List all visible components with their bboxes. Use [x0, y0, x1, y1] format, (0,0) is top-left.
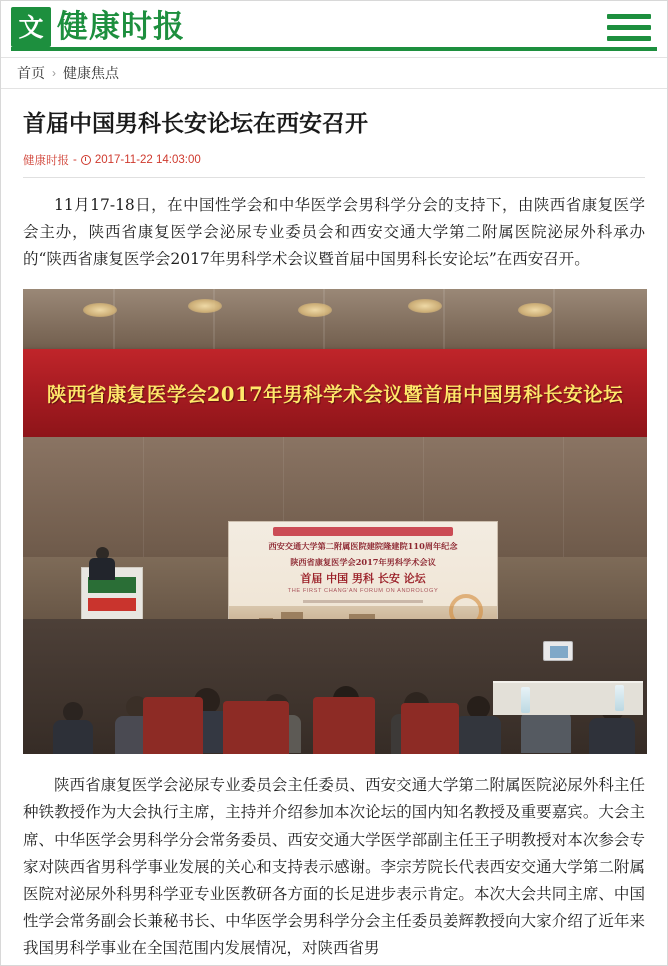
breadcrumb-current-link[interactable]: 健康焦点 [63, 65, 119, 81]
menu-bar-3 [607, 36, 651, 41]
clock-icon [81, 155, 91, 165]
breadcrumb-separator-icon: › [52, 66, 56, 80]
meta-dash: - [73, 153, 77, 166]
water-bottle [521, 687, 530, 713]
screen-line-1: 陕西省康复医学会2017年男科学术会议 [290, 557, 436, 568]
speaker-figure [89, 547, 115, 581]
article-datetime: 2017-11-22 14:03:00 [94, 153, 201, 166]
screen-line-2: 首届 中国 男科 长安 论坛 [300, 572, 426, 586]
article-paragraph-1: 11月17-18日，在中国性学会和中华医学会男科学分会的支持下，由陕西省康复医学会主办，陕西省康复医学会泌尿专业委员会和西安交通大学第二附属医院泌尿外科承办的“陕西省康复医学会2017年男科学术会议暨首届中国男科长安论坛”在西安召开。 [23, 195, 645, 269]
article-paragraph-2: 陕西省康复医学会泌尿专业委员会主任委员、西安交通大学第二附属医院泌尿外科主任种铁教授作为大会执行主席，主持并介绍参加本次论坛的国内知名教授及重要嘉宾。大会主席、中华医学会男科学分会常务委员、西安交通大学医学部副主任王子明教授对本次参会专家对陕西省男科学事业发展的关心和支持表示感谢。李宗芳院长代表西安交通大学第二附属医院对泌尿外科男科学亚专业医教研各方面的长足进步表示肯定。本次大会共同主席、中国性学会常务副会长兼秘书长、中华医学会男科学分会主任委员姜辉教授向大家介绍了近年来我国男科学事业在全国范围内发展情况，对陕西省男 [23, 776, 645, 958]
logo-text: 健康时报 [57, 9, 185, 45]
header-underline [11, 47, 657, 51]
menu-bar-1 [607, 14, 651, 19]
stage-banner-text: 陕西省康复医学会2017年男科学术会议暨首届中国男科长安论坛 [46, 383, 624, 407]
article [1, 109, 667, 962]
screen-top-label: 西安交通大学第二附属医院建院隆建院110周年纪念 [268, 541, 458, 552]
article-source: 健康时报 [23, 154, 69, 167]
screen-top-band [273, 527, 453, 536]
breadcrumb [1, 57, 667, 89]
site-logo[interactable] [11, 7, 185, 47]
article-meta [23, 152, 645, 168]
logo-mark-icon: 文 [11, 7, 51, 47]
wall-panel-line [143, 437, 144, 557]
speaker-body [89, 558, 115, 580]
audience-person [53, 702, 93, 754]
site-header [1, 1, 667, 57]
page-title: 首届中国男科长安论坛在西安召开 [23, 110, 368, 137]
hamburger-menu-icon[interactable] [607, 9, 651, 45]
red-chair [401, 703, 459, 754]
red-chair [313, 697, 375, 754]
podium-sign-red [88, 598, 136, 611]
meta-divider [23, 177, 645, 178]
water-bottle [615, 685, 624, 711]
stage-banner [23, 349, 647, 437]
breadcrumb-home-link[interactable]: 首页 [17, 65, 45, 81]
screen-line-3: THE FIRST CHANG'AN FORUM ON ANDROLOGY [287, 588, 439, 595]
red-chair [143, 697, 203, 754]
wall-panel-line [563, 437, 564, 557]
camera-device [543, 641, 573, 661]
red-chair [223, 701, 289, 754]
conference-photo [23, 289, 647, 754]
menu-bar-2 [607, 25, 651, 30]
